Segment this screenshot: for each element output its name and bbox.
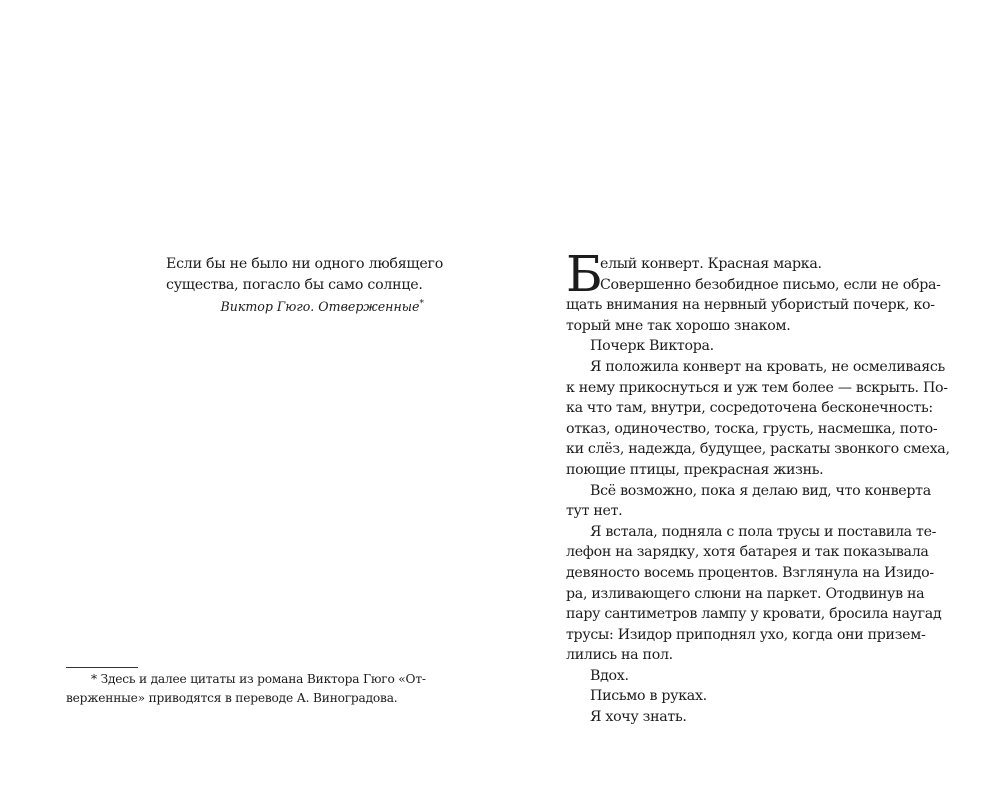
text-line: тут нет. xyxy=(566,503,623,520)
text-line: Я хочу знать. xyxy=(590,709,687,726)
text-line: Я встала, подняла с пола трусы и поставила те- xyxy=(590,523,937,540)
text-line: Письмо в руках. xyxy=(590,688,707,705)
text-line: щать внимания на нервный убористый почерк, ко- xyxy=(566,297,935,314)
epigraph-line: Если бы не было ни одного любящего xyxy=(166,256,443,272)
text-line: Совершенно безобидное письмо, если не обра- xyxy=(600,276,941,293)
text-line: поющие птицы, прекрасная жизнь. xyxy=(566,461,824,478)
text-line: ка что там, внутри, сосредоточена бесконечность: xyxy=(566,400,933,417)
footnote-reference-mark: * xyxy=(419,298,424,309)
left-page xyxy=(0,0,500,788)
text-line: елый конверт. Красная марка. xyxy=(600,256,822,272)
text-line: Всё возможно, пока я делаю вид, что конверта xyxy=(590,482,931,499)
footnote-rule xyxy=(66,667,138,668)
epigraph-line: существа, погасло бы само солнце. xyxy=(166,277,423,293)
footnote xyxy=(66,670,426,708)
right-page xyxy=(500,0,1001,788)
text-line: пару сантиметров лампу у кровати, бросила наугад xyxy=(566,606,942,623)
epigraph xyxy=(166,254,443,317)
text-line: Вдох. xyxy=(590,667,629,684)
text-line: ра, изливающего слюни на паркет. Отодвинув на xyxy=(566,585,925,602)
drop-cap: Б xyxy=(566,245,603,303)
text-line: ки слёз, надежда, будущее, раскаты звонкого смеха, xyxy=(566,441,950,458)
epigraph-author xyxy=(166,297,424,317)
text-line: девяносто восемь процентов. Взглянула на Изидо- xyxy=(566,564,934,581)
text-line: Я положила конверт на кровать, не осмеливаясь xyxy=(590,358,945,375)
text-line: Почерк Виктора. xyxy=(590,338,714,355)
epigraph-author-name: Виктор Гюго. Отверженные xyxy=(220,299,420,314)
text-line: трусы: Изидор приподнял ухо, когда они призем- xyxy=(566,626,926,643)
chapter-text xyxy=(566,245,950,728)
text-line: торый мне так хорошо знаком. xyxy=(566,317,791,334)
footnote-line: * Здесь и далее цитаты из романа Виктора Гюго «От- xyxy=(91,672,426,686)
footnote-line: верженные» приводятся в переводе А. Виноградова. xyxy=(66,691,398,705)
text-line: к нему прикоснуться и уж тем более — вскрыть. По- xyxy=(566,379,948,396)
text-line: отказ, одиночество, тоска, грусть, насмешка, пото- xyxy=(566,420,938,437)
text-line: лефон на зарядку, хотя батарея и так показывала xyxy=(566,544,929,561)
text-line: лились на пол. xyxy=(566,647,673,664)
